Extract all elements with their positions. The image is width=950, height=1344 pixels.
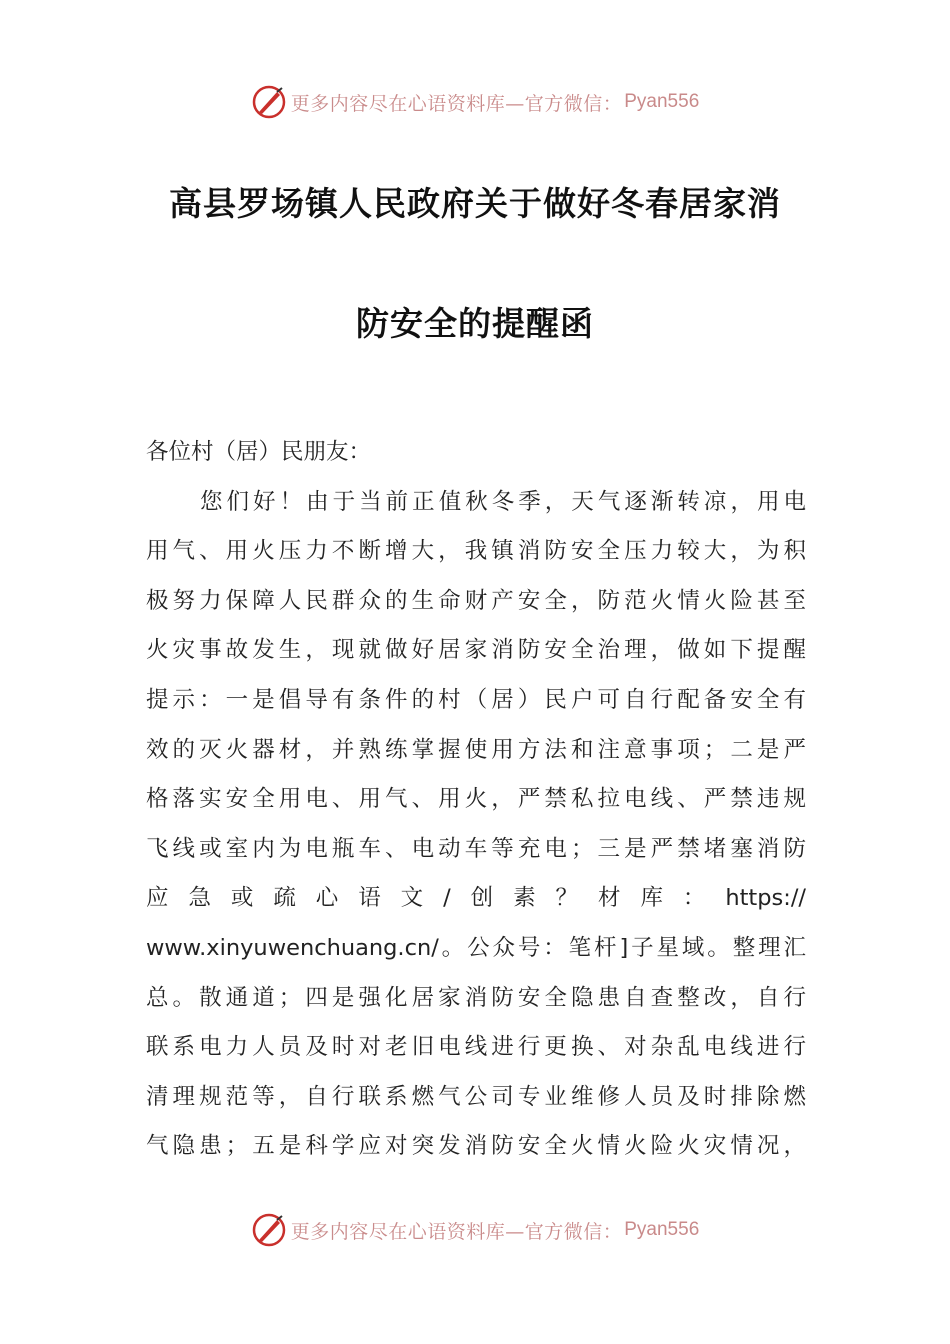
quill-logo-icon: [251, 84, 287, 120]
quill-logo-icon: [251, 1212, 287, 1248]
body-line: 联系电力人员及时对老旧电线进行更换、对杂乱电线进行: [146, 1034, 806, 1061]
body-line: 火灾事故发生，现就做好居家消防安全治理，做如下提醒: [146, 637, 806, 664]
banner-wechat-id: Pyan556: [624, 91, 700, 112]
body-line: 应急或疏心语文/创素？材库：https://: [146, 885, 806, 912]
body-line: 提示：一是倡导有条件的村（居）民户可自行配备安全有: [146, 686, 806, 713]
letter-body: [146, 428, 806, 1172]
body-line: 用气、用火压力不断增大，我镇消防安全压力较大，为积: [146, 538, 806, 565]
body-line: 效的灭火器材，并熟练掌握使用方法和注意事项；二是严: [146, 736, 806, 763]
body-line: 您们好！由于当前正值秋冬季，天气逐渐转凉，用电: [200, 488, 806, 515]
body-line: 清理规范等，自行联系燃气公司专业维修人员及时排除燃: [146, 1083, 806, 1110]
document-title-line-2: 防安全的提醒函: [356, 304, 594, 343]
footer-banner: [0, 1210, 950, 1250]
banner-text: 更多内容尽在心语资料库—官方微信：: [290, 1220, 623, 1243]
header-banner: [0, 82, 950, 122]
body-line: 极努力保障人民群众的生命财产安全，防范火情火险甚至: [146, 587, 806, 614]
body-line: 气隐患；五是科学应对突发消防安全火情火险火灾情况，: [146, 1133, 806, 1160]
banner-wechat-id: Pyan556: [624, 1219, 700, 1240]
document-title-line-1: 高县罗场镇人民政府关于做好冬春居家消: [169, 184, 781, 223]
body-line: 格落实安全用电、用气、用火，严禁私拉电线、严禁违规: [146, 786, 806, 813]
banner-text: 更多内容尽在心语资料库—官方微信：: [290, 92, 623, 115]
body-line: www.xinyuwenchuang.cn/。公众号：笔杆]子星域。整理汇: [146, 934, 806, 961]
body-line: 飞线或室内为电瓶车、电动车等充电；三是严禁堵塞消防: [146, 835, 806, 862]
salutation: 各位村（居）民朋友：: [146, 439, 372, 465]
body-line: 总。散通道；四是强化居家消防安全隐患自查整改，自行: [146, 984, 806, 1011]
